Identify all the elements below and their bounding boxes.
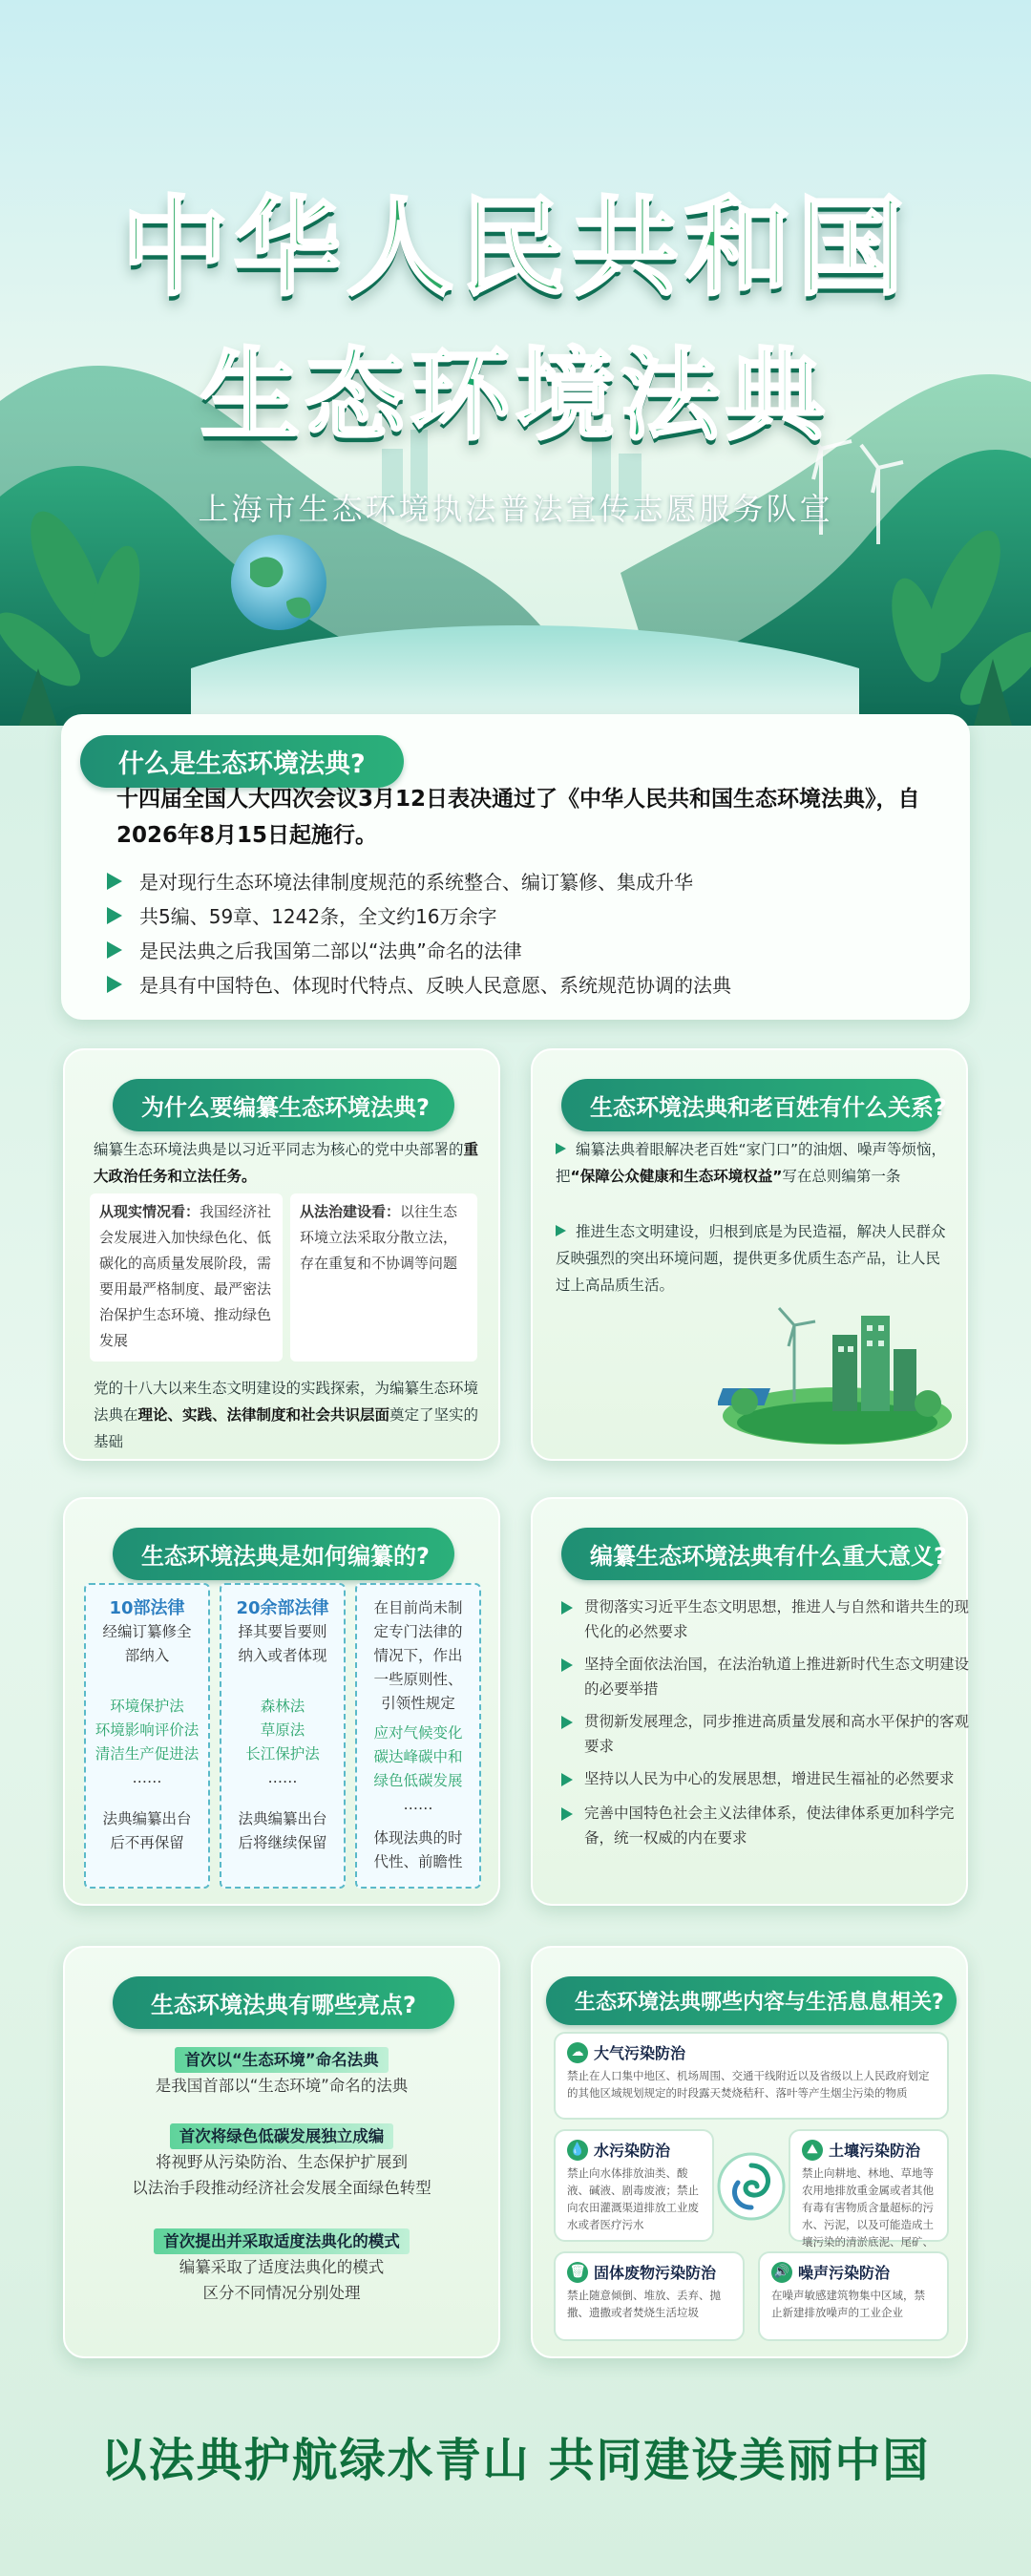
how-heading: 生态环境法典是如何编纂的?	[113, 1528, 454, 1580]
meaning-heading: 编纂生态环境法典有什么重大意义?	[561, 1528, 941, 1580]
intro-lead: 十四届全国人大四次会议3月12日表决通过了《中华人民共和国生态环境法典》，自2026年8月15日起施行。	[116, 787, 920, 848]
highlights-card	[63, 1946, 500, 2358]
page-title-line2: 生态环境法典	[200, 337, 831, 454]
hero-banner	[0, 0, 1031, 726]
solid-waste-item: 🗑 固体废物污染防治 禁止随意倾倒、堆放、丢弃、抛撒、遗撒或者焚烧生活垃圾	[554, 2251, 745, 2341]
how-column-3: 在目前尚未制定专门法律的情况下，作出一些原则性、引领性规定 应对气候变化 碳达峰碳中和 绿色低碳发展 …… 体现法典的时代性、前瞻性	[355, 1583, 481, 1889]
highlight-item-1: 首次以“生态环境”命名法典 是我国首部以“生态环境”命名的法典	[65, 2047, 498, 2099]
list-item: 是民法典之后我国第二部以“法典”命名的法律	[107, 936, 522, 963]
why-paragraph-2: 党的十八大以来生态文明建设的实践探索，为编纂生态环境法典在理论、实践、法律制度和社会共识层面奠定了坚实的基础	[94, 1380, 479, 1450]
soil-pollution-item: ⛰ 土壤污染防治 禁止向耕地、林地、草地等农用地排放重金属或者其他有毒有害物质含量超标的污水、污泥，以及可能造成土壤污染的清淤底泥、尾矿、	[789, 2129, 949, 2242]
daily-heading: 生态环境法典哪些内容与生活息息相关?	[546, 1976, 957, 2025]
arrow-right-icon	[556, 1143, 566, 1154]
list-item: 共5编、59章、1242条，全文约16万余字	[107, 901, 497, 929]
trash-bin-icon: 🗑	[567, 2262, 588, 2283]
globe-icon	[231, 535, 326, 630]
why-card	[63, 1048, 500, 1461]
list-item: 贯彻新发展理念，同步推进高质量发展和高水平保护的客观要求	[561, 1709, 972, 1759]
how-column-1: 10部法律 经编订纂修全部纳入 环境保护法 环境影响评价法 清洁生产促进法 …… 法典编纂出台后不再保留	[84, 1583, 210, 1889]
relation-paragraph-2: 推进生态文明建设，归根到底是为民造福，解决人民群众反映强烈的突出环境问题，提供更多优质生态产品，让人民过上高品质生活。	[556, 1223, 946, 1294]
relation-card	[531, 1048, 968, 1461]
soil-icon: ⛰	[802, 2140, 823, 2161]
swirl-logo-icon	[717, 2152, 786, 2221]
arrow-right-icon	[107, 941, 122, 959]
arrow-right-icon	[561, 1773, 573, 1786]
water-drop-icon: 💧	[567, 2140, 588, 2161]
relation-paragraph-1: 编纂法典着眼解决老百姓“家门口”的油烟、噪声等烦恼，把“保障公众健康和生态环境权益”写在总则编第一条	[556, 1141, 947, 1185]
intro-heading: 什么是生态环境法典?	[80, 735, 404, 788]
arrow-right-icon	[561, 1807, 573, 1821]
relation-heading: 生态环境法典和老百姓有什么关系?	[561, 1079, 941, 1131]
list-item: 坚持全面依法治国，在法治轨道上推进新时代生态文明建设的必要举措	[561, 1652, 972, 1701]
why-heading: 为什么要编纂生态环境法典?	[113, 1079, 454, 1131]
page-title-line1: 中华人民共和国	[121, 186, 910, 310]
cloud-icon: ☁	[567, 2042, 588, 2063]
highlight-item-2: 首次将绿色低碳发展独立成编 将视野从污染防治、生态保护扩展到 以法治手段推动经济社会发展全面绿色转型	[65, 2123, 498, 2201]
how-column-2: 20余部法律 择其要旨要则纳入或者体现 森林法 草原法 长江保护法 …… 法典编纂出台后将继续保留	[220, 1583, 346, 1889]
meaning-card	[531, 1497, 968, 1906]
speaker-icon: 🔊	[771, 2262, 792, 2283]
green-city-illustration	[718, 1297, 957, 1449]
arrow-right-icon	[107, 976, 122, 993]
arrow-right-icon	[107, 907, 122, 924]
highlight-item-3: 首次提出并采取适度法典化的模式 编纂采取了适度法典化的模式 区分不同情况分别处理	[65, 2228, 498, 2306]
why-paragraph-1: 编纂生态环境法典是以习近平同志为核心的党中央部署的重大政治任务和立法任务。	[94, 1141, 479, 1185]
arrow-right-icon	[561, 1601, 573, 1615]
intro-card	[61, 714, 970, 1020]
arrow-right-icon	[561, 1716, 573, 1729]
daily-life-card	[531, 1946, 968, 2358]
arrow-right-icon	[561, 1658, 573, 1672]
list-item: 坚持以人民为中心的发展思想，增进民生福祉的必然要求	[561, 1766, 972, 1791]
highlights-heading: 生态环境法典有哪些亮点?	[113, 1976, 454, 2029]
list-item: 是对现行生态环境法律制度规范的系统整合、编订纂修、集成升华	[107, 867, 693, 895]
page-subtitle: 上海市生态环境执法普法宣传志愿服务队宣	[198, 491, 833, 527]
arrow-right-icon	[107, 873, 122, 890]
air-pollution-item: ☁ 大气污染防治 禁止在人口集中地区、机场周围、交通干线附近以及省级以上人民政府划定的其他区域规划规定的时段露天焚烧秸秆、落叶等产生烟尘污染的物质	[554, 2032, 949, 2120]
list-item: 贯彻落实习近平生态文明思想，推进人与自然和谐共生的现代化的必然要求	[561, 1594, 972, 1644]
how-card	[63, 1497, 500, 1906]
noise-pollution-item: 🔊 噪声污染防治 在噪声敏感建筑物集中区域，禁止新建排放噪声的工业企业	[758, 2251, 949, 2341]
water-pollution-item: 💧 水污染防治 禁止向水体排放油类、酸液、碱液、剧毒废液；禁止向农田灌溉渠道排放工业废水或者医疗污水	[554, 2129, 714, 2242]
why-box-rule-of-law: 从法治建设看：以往生态环境立法采取分散立法，存在重复和不协调等问题	[290, 1193, 477, 1362]
footer-slogan: 以法典护航绿水青山 共同建设美丽中国	[100, 2434, 931, 2487]
why-box-reality: 从现实情况看：我国经济社会发展进入加快绿色化、低碳化的高质量发展阶段，需要用最严格制度、最严密法治保护生态环境、推动绿色发展	[90, 1193, 283, 1362]
list-item: 完善中国特色社会主义法律体系，使法律体系更加科学完备，统一权威的内在要求	[561, 1801, 972, 1850]
arrow-right-icon	[556, 1225, 566, 1236]
list-item: 是具有中国特色、体现时代特点、反映人民意愿、系统规范协调的法典	[107, 970, 731, 998]
